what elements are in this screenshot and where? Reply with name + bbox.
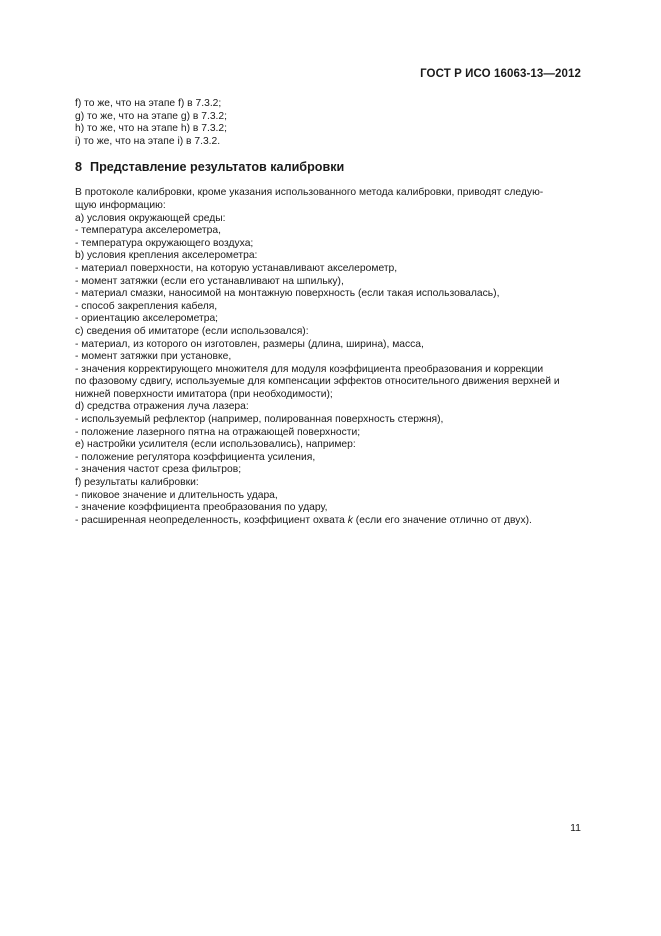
list-item: - значение коэффициента преобразования по удару, (75, 502, 328, 514)
list-item: - момент затяжки при установке, (75, 351, 232, 363)
list-item: b) условия крепления акселерометра: (75, 250, 258, 262)
group-e (75, 439, 585, 477)
section-heading (75, 160, 585, 175)
document-body (75, 98, 585, 527)
group-d (75, 401, 585, 439)
standard-code: ГОСТ Р ИСО 16063-13—2012 (420, 68, 581, 80)
list-item: е) настройки усилителя (если использовались), например: (75, 439, 356, 451)
section-number: 8 (75, 160, 83, 175)
list-item: - ориентацию акселерометра; (75, 313, 219, 325)
list-item-continuation: нижней поверхности имитатора (при необходимости); (75, 388, 333, 400)
list-item: i) то же, что на этапе i) в 7.3.2. (75, 135, 221, 147)
group-f (75, 477, 585, 527)
group-b (75, 250, 585, 326)
section-title: Представление результатов калибровки (90, 160, 345, 175)
text-fragment: - расширенная неопределенность, коэффициент охвата (75, 514, 348, 526)
list-item: h) то же, что на этапе h) в 7.3.2; (75, 123, 227, 135)
list-item: - значения частот среза фильтров; (75, 464, 242, 476)
group-c (75, 326, 585, 402)
list-item: - материал, из которого он изготовлен, размеры (длина, ширина), масса, (75, 338, 424, 350)
page-number: 11 (570, 822, 581, 834)
list-item: - температура окружающего воздуха; (75, 237, 254, 249)
list-item: - момент затяжки (если его устанавливают на шпильку), (75, 275, 344, 287)
list-item-continuation: по фазовому сдвигу, используемые для компенсации эффектов относительного движения верхней и (75, 376, 560, 388)
previous-items-list (75, 98, 585, 148)
list-item: - положение регулятора коэффициента усиления, (75, 451, 316, 463)
list-item: f) результаты калибровки: (75, 477, 199, 489)
list-item: f) то же, что на этапе f) в 7.3.2; (75, 98, 222, 109)
list-item: g) то же, что на этапе g) в 7.3.2; (75, 110, 227, 122)
list-item: а) условия окружающей среды: (75, 212, 226, 224)
list-item: - используемый рефлектор (например, полированная поверхность стержня), (75, 414, 444, 426)
list-item: d) средства отражения луча лазера: (75, 401, 249, 413)
list-item: - пиковое значение и длительность удара, (75, 489, 278, 501)
intro-line: щую информацию: (75, 199, 166, 211)
intro-line: В протоколе калибровки, кроме указания использованного метода калибровки, приводят следую- (75, 187, 544, 199)
list-item: - положение лазерного пятна на отражающей поверхности; (75, 426, 361, 438)
list-item: с) сведения об имитаторе (если использовался): (75, 325, 309, 337)
coverage-factor-symbol: k (347, 514, 353, 526)
list-item: - материал поверхности, на которую устанавливают акселерометр, (75, 262, 398, 274)
list-item: - температура акселерометра, (75, 225, 221, 237)
text-fragment: (если его значение отлично от двух). (352, 514, 532, 526)
list-item: - материал смазки, наносимой на монтажную поверхность (если такая использовалась), (75, 288, 500, 300)
list-item: - способ закрепления кабеля, (75, 300, 218, 312)
list-item: - значения корректирующего множителя для модуля коэффициента преобразования и коррекции (75, 363, 544, 375)
list-item (75, 515, 585, 528)
group-a (75, 213, 585, 251)
